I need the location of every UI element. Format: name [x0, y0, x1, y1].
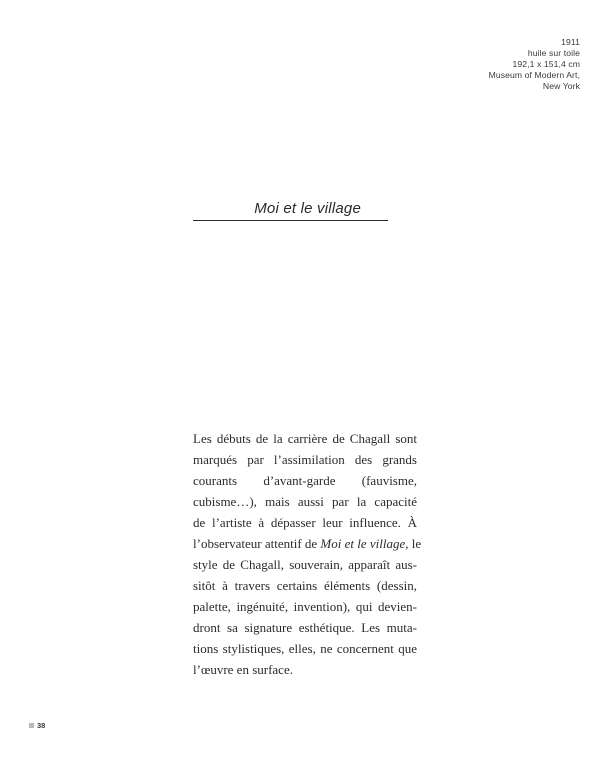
body-text-segment: l’observateur attentif de: [193, 536, 321, 551]
caption-medium: huile sur toile: [527, 48, 580, 58]
body-line: courants d’avant-garde (fauvisme,: [193, 473, 417, 488]
caption-year: 1911: [561, 37, 580, 47]
caption-dimensions: 192,1 x 151,4 cm: [512, 59, 580, 69]
body-line: Les débuts de la carrière de Chagall sont: [193, 431, 417, 446]
body-line: marqués par l’assimilation des grands: [193, 452, 417, 467]
artwork-caption: [380, 37, 580, 92]
body-line: tions stylistiques, elles, ne concernent que: [193, 641, 417, 656]
caption-museum: Museum of Modern Art,: [488, 70, 580, 80]
body-line: palette, ingénuité, invention), qui devien-: [193, 599, 417, 614]
body-line: l’œuvre en surface.: [193, 662, 293, 677]
body-line: de l’artiste à dépasser leur influence. À: [193, 515, 417, 530]
folio-square-icon: [29, 723, 34, 728]
page-folio: [29, 721, 45, 730]
artwork-title: Moi et le village: [254, 200, 361, 217]
caption-city: New York: [542, 81, 580, 91]
page-number: 38: [37, 721, 46, 730]
body-line: style de Chagall, souverain, apparaît aus-: [193, 557, 417, 572]
artwork-title-inline: Moi et le village: [320, 536, 406, 551]
body-paragraph: [193, 428, 422, 680]
body-text-segment: , le: [405, 536, 422, 551]
body-line: dront sa signature esthétique. Les muta-: [193, 620, 417, 635]
body-line: [193, 533, 422, 554]
artwork-title-block: [193, 200, 388, 221]
body-line: cubisme…), mais aussi par la capacité: [193, 494, 417, 509]
body-line: sitôt à travers certains éléments (dessin,: [193, 578, 417, 593]
